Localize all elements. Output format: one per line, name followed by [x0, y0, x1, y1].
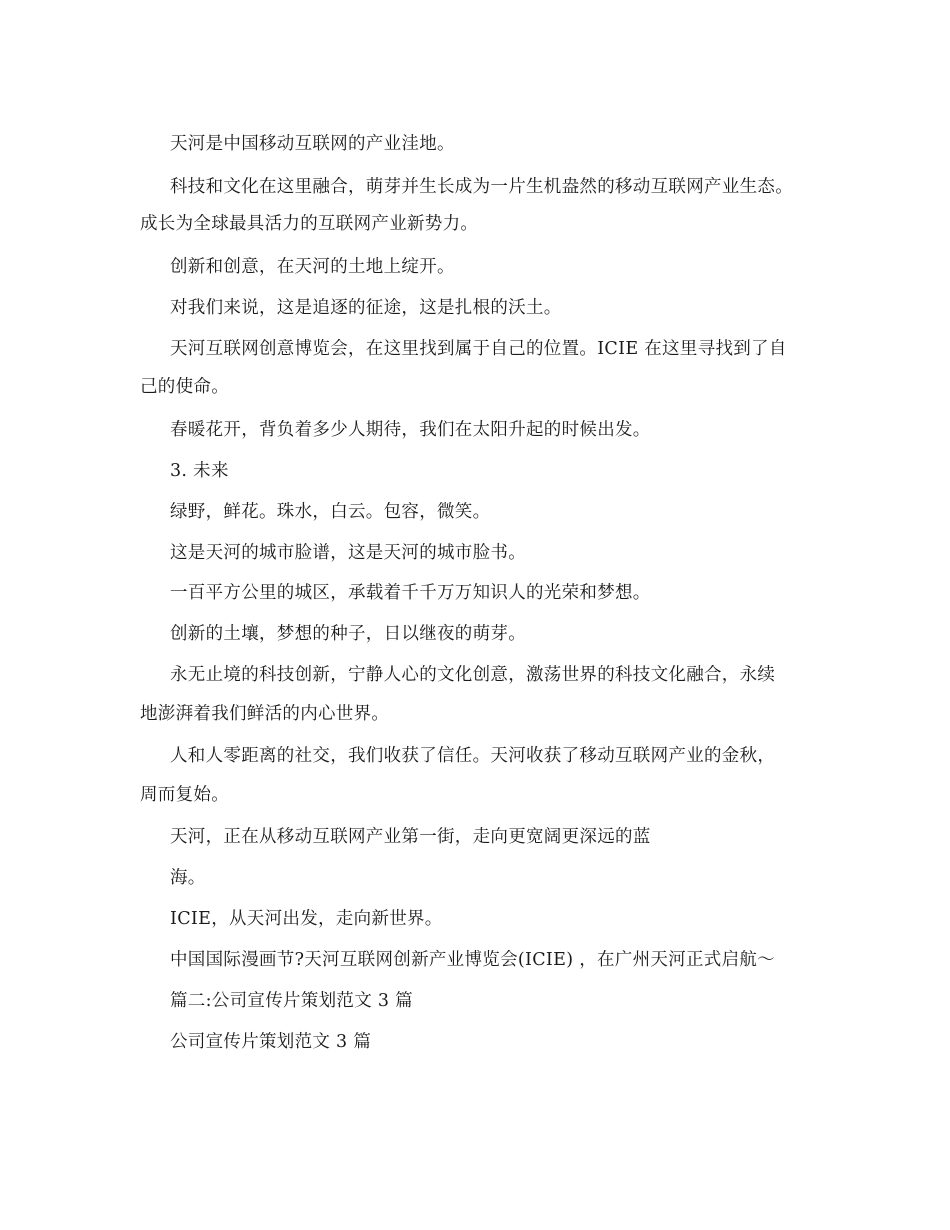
text-line: 己的使命。 — [140, 377, 229, 397]
text-line: 海。 — [170, 868, 206, 888]
text-line: 一百平方公里的城区，承载着千千万万知识人的光荣和梦想。 — [170, 583, 651, 603]
text-line: 对我们来说，这是追逐的征途，这是扎根的沃土。 — [170, 298, 562, 318]
text-line: 天河互联网创意博览会，在这里找到属于自己的位置。ICIE 在这里寻找到了自 — [170, 339, 787, 359]
text-line: 人和人零距离的社交，我们收获了信任。天河收获了移动互联网产业的金秋， — [170, 746, 776, 766]
text-line: 公司宣传片策划范文 3 篇 — [170, 1032, 372, 1052]
text-line: 科技和文化在这里融合，萌芽并生长成为一片生机盎然的移动互联网产业生态。 — [170, 177, 793, 197]
section-heading: 篇二:公司宣传片策划范文 3 篇 — [170, 991, 413, 1011]
text-line: 成长为全球最具活力的互联网产业新势力。 — [140, 214, 479, 234]
text-line: 地澎湃着我们鲜活的内心世界。 — [140, 704, 390, 724]
section-heading: 3. 未来 — [170, 461, 229, 481]
text-line: 中国国际漫画节?天河互联网创新产业博览会(ICIE) ，在广州天河正式启航～ — [170, 950, 775, 970]
text-line: 天河，正在从移动互联网产业第一街，走向更宽阔更深远的蓝 — [170, 827, 651, 847]
text-line: 创新和创意，在天河的土地上绽开。 — [170, 257, 455, 277]
text-line: 永无止境的科技创新，宁静人心的文化创意，激荡世界的科技文化融合，永续 — [170, 665, 776, 685]
text-line: 天河是中国移动互联网的产业洼地。 — [170, 134, 455, 154]
text-line: ICIE，从天河出发，走向新世界。 — [170, 909, 443, 929]
text-line: 绿野，鲜花。珠水，白云。包容，微笑。 — [170, 502, 491, 522]
text-line: 周而复始。 — [140, 785, 229, 805]
text-line: 创新的土壤，梦想的种子，日以继夜的萌芽。 — [170, 624, 526, 644]
text-line: 春暖花开，背负着多少人期待，我们在太阳升起的时候出发。 — [170, 420, 651, 440]
text-line: 这是天河的城市脸谱，这是天河的城市脸书。 — [170, 543, 526, 563]
